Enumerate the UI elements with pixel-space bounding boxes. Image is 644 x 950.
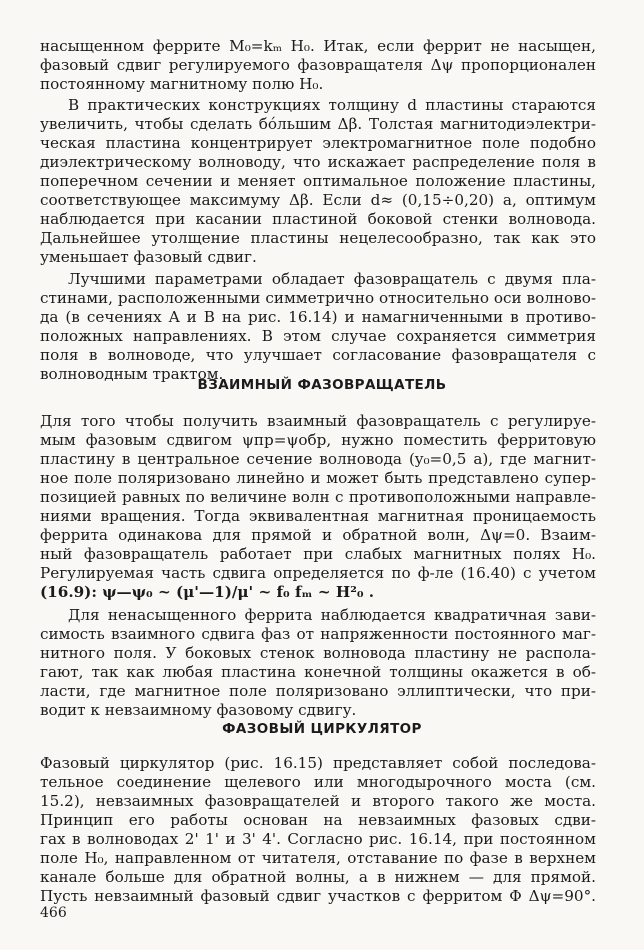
text-line: ласти, где магнитное поле поляризовано эллиптически, что при- xyxy=(40,682,596,700)
text-line: феррита одинакова для прямой и обратной волн, Δψ=0. Взаим- xyxy=(40,526,596,544)
section-heading-reciprocal: ВЗАИМНЫЙ ФАЗОВРАЩАТЕЛЬ xyxy=(197,377,447,393)
text-line: наблюдается при касании пластиной боковой стенки волновода. xyxy=(40,210,596,228)
text-line: В практических конструкциях толщину d пластины стараются xyxy=(68,96,596,114)
text-line: увеличить, чтобы сделать бо́льшим Δβ. Толстая магнитодиэлектри- xyxy=(40,115,596,133)
text-line: поля в волноводе, что улучшает согласование фазовращателя с xyxy=(40,346,596,364)
page-number: 466 xyxy=(40,905,67,921)
text-line: соответствующее максимуму Δβ. Если d≈ (0,15÷0,20) a, оптимум xyxy=(40,191,596,209)
text-line: диэлектрическому волноводу, что искажает распределение поля в xyxy=(40,153,596,171)
text-line: Для того чтобы получить взаимный фазовращатель с регулируе- xyxy=(40,412,596,430)
text-line: симость взаимного сдвига фаз от напряженности постоянного маг- xyxy=(40,625,596,643)
text-line: Принцип его работы основан на невзаимных фазовых сдви- xyxy=(40,811,596,829)
text-line: гах в волноводах 2' 1' и 3' 4'. Согласно рис. 16.14, при постоянном xyxy=(40,830,596,848)
text-line: фазовый сдвиг регулируемого фазовращателя Δψ пропорционален xyxy=(40,56,596,74)
text-line: ное поле поляризовано линейно и может быть представлено супер- xyxy=(40,469,596,487)
text-line: волноводным трактом. xyxy=(40,365,224,383)
text-line: да (в сечениях A и B на рис. 16.14) и намагниченными в противо- xyxy=(40,308,596,326)
text-line: Для ненасыщенного феррита наблюдается квадратичная зави- xyxy=(68,606,596,624)
text-line: Фазовый циркулятор (рис. 16.15) представляет собой последова- xyxy=(40,754,596,772)
text-line: ческая пластина концентрирует электромагнитное поле подобно xyxy=(40,134,596,152)
text-line: 15.2), невзаимных фазовращателей и второго такого же моста. xyxy=(40,792,596,810)
text-line: пластину в центральное сечение волновода (y₀=0,5 a), где магнит- xyxy=(40,450,596,468)
text-line: Пусть невзаимный фазовый сдвиг участков с ферритом Φ Δψ=90°. xyxy=(40,887,596,905)
formula-line: (16.9): ψ—ψ₀ ~ (μ'—1)/μ' ~ f₀ fₘ ~ H²₀ . xyxy=(40,583,375,601)
text-line: позицией равных по величине волн с противоположными направле- xyxy=(40,488,596,506)
text-line: тельное соединение щелевого или многодырочного моста (см. xyxy=(40,773,596,791)
text-line: уменьшает фазовый сдвиг. xyxy=(40,248,257,266)
text-line: нитного поля. У боковых стенок волновода пластину не распола- xyxy=(40,644,596,662)
text-line: поле H₀, направленном от читателя, отставание по фазе в верхнем xyxy=(40,849,596,867)
text-line: поперечном сечении и меняет оптимальное положение пластины, xyxy=(40,172,596,190)
text-line: положных направлениях. В этом случае сохраняется симметрия xyxy=(40,327,596,345)
text-line: канале больше для обратной волны, а в нижнем — для прямой. xyxy=(40,868,596,886)
text-line: стинами, расположенными симметрично относительно оси волново- xyxy=(40,289,596,307)
section-heading-circulator: ФАЗОВЫЙ ЦИРКУЛЯТОР xyxy=(222,721,422,737)
text-line: Дальнейшее утолщение пластины нецелесообразно, так как это xyxy=(40,229,596,247)
text-line: ный фазовращатель работает при слабых магнитных полях H₀. xyxy=(40,545,596,563)
text-line: гают, так как любая пластина конечной толщины окажется в об- xyxy=(40,663,596,681)
text-line: ниями вращения. Тогда эквивалентная магнитная проницаемость xyxy=(40,507,596,525)
text-line: постоянному магнитному полю H₀. xyxy=(40,75,324,93)
text-line: Регулируемая часть сдвига определяется по ф-ле (16.40) с учетом xyxy=(40,564,596,582)
text-line: водит к невзаимному фазовому сдвигу. xyxy=(40,701,357,719)
text-line: Лучшими параметрами обладает фазовращатель с двумя пла- xyxy=(68,270,596,288)
text-line: насыщенном феррите M₀=kₘ H₀. Итак, если феррит не насыщен, xyxy=(40,37,596,55)
text-line: мым фазовым сдвигом ψпр=ψобр, нужно поместить ферритовую xyxy=(40,431,596,449)
